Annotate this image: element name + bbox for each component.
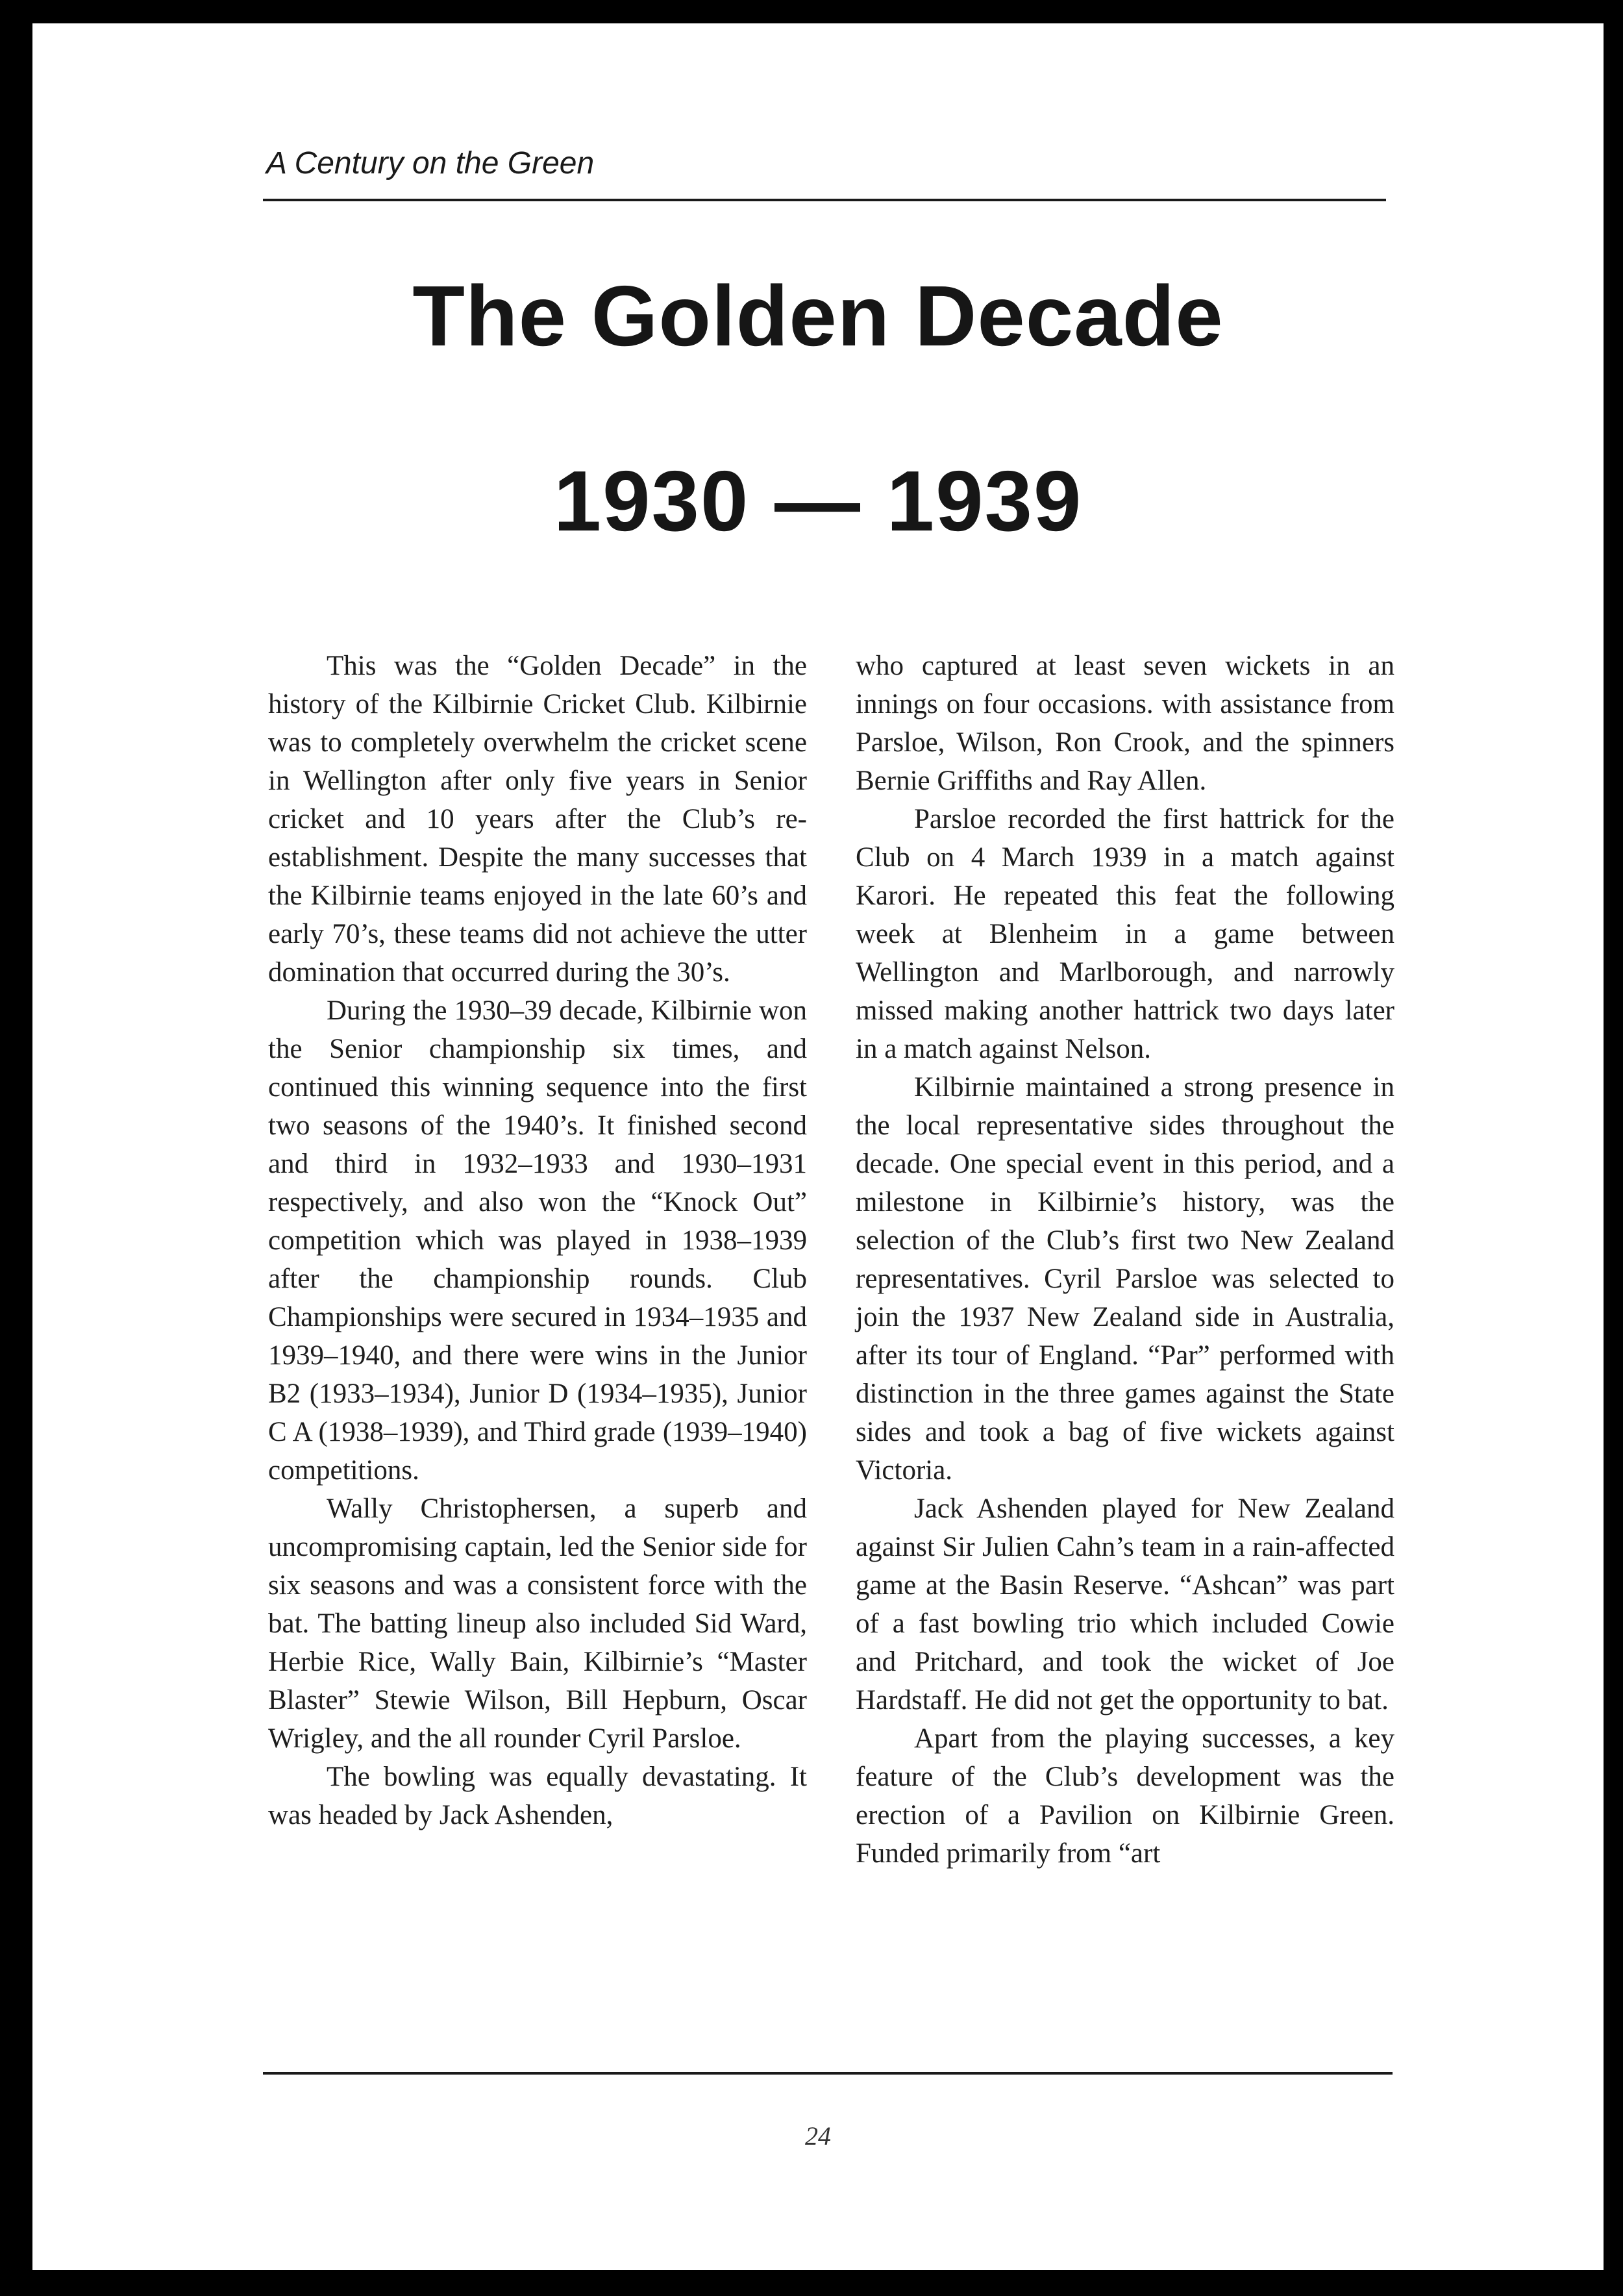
header-rule [263,199,1386,201]
running-header: A Century on the Green [266,146,595,181]
paragraph: Apart from the playing successes, a key feature of the Club’s development was the erection of a Pavilion on Kilbirnie Green. Funded primarily from “art [856,1723,1394,1869]
paragraph: This was the “Golden Decade” in the history of the Kilbirnie Cricket Club. Kilbirnie was to completely overwhelm the cricket scene in Wellington after only five years in Senior cricket and 10 years after the Club’s re-establishment. Despite the many successes that the Kilbirnie teams enjoyed in the late 60’s and early 70’s, these teams did not achieve the utter domination that occurred during the 30’s. [268,651,807,988]
paragraph: During the 1930–39 decade, Kilbirnie won the Senior championship six times, and continued this winning sequence into the first two seasons of the 1940’s. It finished second and third in 1932–1933 and 1930–1931 respectively, and also won the “Knock Out” competition which was played in 1938–1939 after the championship rounds. Club Championships were secured in 1934–1935 and 1939–1940, and there were wins in the Junior B2 (1933–1934), Junior D (1934–1935), Junior C A (1938–1939), and Third grade (1939–1940) competitions. [268,995,807,1486]
footer-rule [263,2072,1393,2075]
chapter-title: The Golden Decade [412,268,1224,364]
page-number: 24 [805,2121,831,2151]
document-page [32,23,1604,2270]
right-column [856,647,1394,1873]
paragraph: Wally Christophersen, a superb and uncompromising captain, led the Senior side for six seasons and was a consistent force with the bat. The batting lineup also included Sid Ward, Herbie Rice, Wally Bain, Kilbirnie’s “Master Blaster” Stewie Wilson, Bill Hepburn, Oscar Wrigley, and the all rounder Cyril Parsloe. [268,1493,807,1754]
left-column [268,647,807,1834]
paragraph: who captured at least seven wickets in an innings on four occasions. with assistance from Parsloe, Wilson, Ron Crook, and the spinners Bernie Griffiths and Ray Allen. [856,651,1394,796]
paragraph: The bowling was equally devastating. It was headed by Jack Ashenden, [268,1762,807,1830]
paragraph: Kilbirnie maintained a strong presence in the local representative sides throughout the decade. One special event in this period, and a milestone in Kilbirnie’s history, was the selection of the Club’s first two New Zealand representatives. Cyril Parsloe was selected to join the 1937 New Zealand side in Australia, after its tour of England. “Par” performed with distinction in the three games against the State sides and took a bag of five wickets against Victoria. [856,1072,1394,1486]
paragraph: Jack Ashenden played for New Zealand against Sir Julien Cahn’s team in a rain-affected game at the Basin Reserve. “Ashcan” was part of a fast bowling trio which included Cowie and Pritchard, and took the wicket of Joe Hardstaff. He did not get the opportunity to bat. [856,1493,1394,1716]
chapter-years: 1930 — 1939 [553,453,1083,549]
paragraph: Parsloe recorded the first hattrick for the Club on 4 March 1939 in a match against Karori. He repeated this feat the following week at Blenheim in a game between Wellington and Marlborough, and narrowly missed making another hattrick two days later in a match against Nelson. [856,804,1394,1064]
